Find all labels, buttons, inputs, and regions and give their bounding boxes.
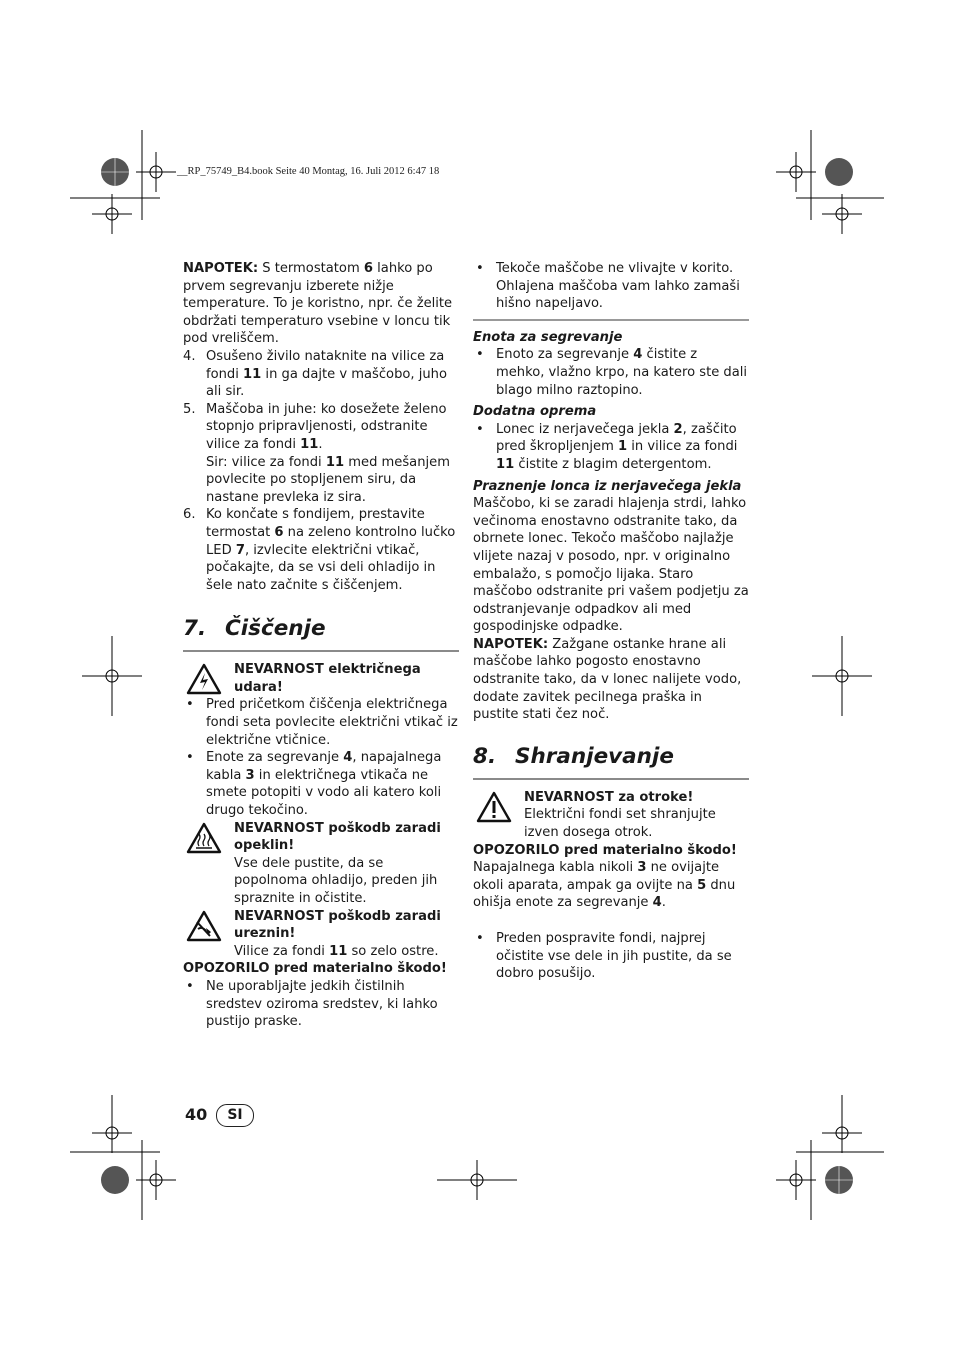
- section-heading-7: 7. Čiščenje: [183, 616, 326, 642]
- list-item: • Pred pričetkom čiščenja električnega fondi seta povlecite električni vtikač iz električne vtičnice.: [186, 697, 458, 748]
- list-item: • Enoto za segrevanje 4 čistite z mehko, vlažno krpo, na katero ste dali blago milno raztopino.: [476, 347, 748, 398]
- warning-children: NEVARNOST za otroke! Električni fondi set shranjujte izven dosega otrok.: [473, 789, 749, 842]
- section-heading-8: 8. Shranjevanje: [473, 743, 674, 769]
- section-rule: [473, 778, 749, 780]
- list-item: • Preden pospravite fondi, najprej očistite vse dele in jih pustite, da se dobro posušijo.: [476, 931, 732, 982]
- right-column: [473, 260, 749, 983]
- note-paragraph: NAPOTEK: S termostatom 6 lahko po prvem segrevanju izberete nižje temperature. To je koristno, npr. če želite obdržati temperaturo vsebine v loncu tik pod vreliščem.: [183, 261, 453, 347]
- print-header: __RP_75749_B4.book Seite 40 Montag, 16. Juli 2012 6:47 18: [177, 166, 440, 177]
- list-item: 5. Maščoba in juhe: ko dosežete želeno stopnjo pripravljenosti, odstranite vilice za fondi 11. Sir: vilice za fondi 11 med mešanjem povlecite po stopljenem siru, da nastane prevleka iz sira.: [183, 401, 450, 505]
- language-badge: SI: [216, 1104, 254, 1127]
- cut-hazard-icon: [186, 910, 222, 942]
- caution-title: OPOZORILO pred materialno škodo!: [183, 961, 447, 977]
- warning-cut: NEVARNOST poškodb zaradi ureznin! Vilice za fondi 11 so zelo ostre.: [183, 908, 459, 961]
- subheading: Enota za segrevanje: [473, 329, 623, 345]
- page-number: 40: [185, 1105, 208, 1124]
- warning-burn: NEVARNOST poškodb zaradi opeklin! Vse dele pustite, da se popolnoma ohladijo, preden jih spraznite in očistite.: [183, 820, 459, 908]
- paragraph: Maščobo, ki se zaradi hlajenja strdi, lahko večinoma enostavno odstranite tako, da obrnete lonec. Tekočo maščobo najlažje vlijete nazaj v posodo, npr. v originalno embalažo, s pomočjo lijaka. Staro maščobo odstranite pri vašem podjetju za odstranjevanje odpadkov ali med gospodinjske odpadke.: [473, 496, 749, 635]
- list-item: • Enote za segrevanje 4, napajalnega kabla 3 in električnega vtikača ne smete potopiti v vodo ali katero koli drugo tekočino.: [186, 750, 442, 819]
- section-rule: [183, 650, 459, 652]
- electric-hazard-icon: [186, 663, 222, 695]
- warning-electric: NEVARNOST električnega udara!: [183, 661, 459, 696]
- note-paragraph: NAPOTEK: Zažgane ostanke hrane ali maščobe lahko pogosto enostavno odstranite tako, da v lonec nalijete vodo, dodate zavitek pecilnega praška in pustite stati čez noč.: [473, 636, 742, 723]
- left-column: [183, 260, 459, 1031]
- list-item: 4. Osušeno živilo nataknite na vilice za fondi 11 in ga dajte v maščobo, juho ali sir.: [183, 348, 447, 400]
- exclamation-warning-icon: [476, 791, 512, 823]
- paragraph: Napajalnega kabla nikoli 3 ne ovijajte okoli aparata, ampak ga ovijte na 5 dnu ohišja enote za segrevanje 4.: [473, 860, 736, 911]
- hot-surface-icon: [186, 822, 222, 854]
- subheading: Praznenje lonca iz nerjavečega jekla: [473, 478, 742, 494]
- divider: [473, 319, 749, 321]
- note-label: NAPOTEK:: [183, 261, 259, 276]
- list-item: • Ne uporabljajte jedkih čistilnih sredstev oziroma sredstev, ki lahko pustijo praske.: [186, 978, 438, 1030]
- caution-title: OPOZORILO pred materialno škodo!: [473, 842, 737, 858]
- list-item: • Lonec iz nerjavečega jekla 2, zaščito pred škropljenjem 1 in vilice za fondi 11 čistite z blagim detergentom.: [476, 421, 738, 472]
- list-item: 6. Ko končate s fondijem, prestavite termostat 6 na zeleno kontrolno lučko LED 7, izvlecite električni vtikač, počakajte, da se vsi deli ohladijo in šele nato začnite s čiščenjem.: [183, 507, 456, 593]
- subheading: Dodatna oprema: [473, 404, 597, 420]
- list-item: • Tekoče maščobe ne vlivajte v korito. Ohlajena maščoba vam lahko zamaši hišno napeljavo.: [476, 261, 740, 312]
